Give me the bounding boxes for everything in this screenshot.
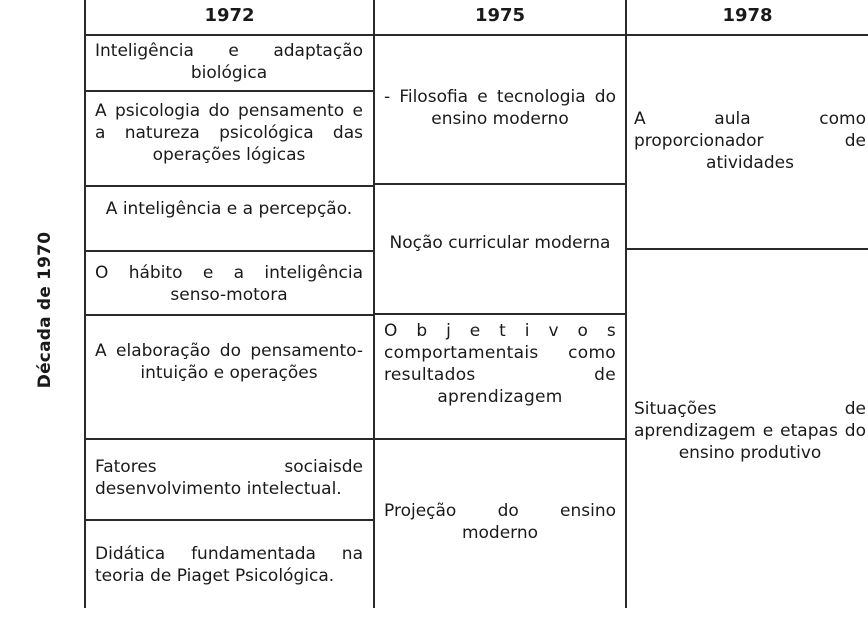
cell-1972-4: O hábito e a inteligência senso-motora: [95, 263, 363, 305]
cell-1975-4: Projeção do ensino moderno: [384, 501, 616, 543]
cell-1978-2: Situações de aprendizagem e etapas do ensino produtivo: [634, 399, 866, 463]
cell-1972-2: A psicologia do pensamento e a natureza psicológica das operações lógicas: [95, 101, 363, 165]
cell-1975-3: O b j e t i v o s comportamentais como resultados de aprendizagem: [384, 321, 616, 407]
rule-1975-b: [373, 313, 626, 315]
cell-1972-5: A elaboração do pensamento- intuição e operações: [95, 341, 363, 383]
cell-1975-1: - Filosofia e tecnologia do ensino moderno: [384, 87, 616, 129]
header-bottom-rule: [84, 34, 868, 36]
rule-1975-c: [373, 438, 626, 440]
decade-label-text: Década de 1970: [35, 231, 56, 389]
cell-1978-1: A aula como proporcionador de atividades: [634, 109, 866, 173]
cell-1975-2: Noção curricular moderna: [389, 233, 611, 253]
cell-1972-7: Didática fundamentada na teoria de Piaget Psicológica.: [95, 544, 363, 586]
rule-1972-c: [84, 250, 374, 252]
cell-1972-6: Fatores sociaisde desenvolvimento intelectual.: [95, 457, 363, 499]
cell-1972-3: A inteligência e a percepção.: [105, 199, 353, 219]
rule-1972-b: [84, 185, 374, 187]
column-divider-2: [625, 0, 627, 608]
rule-1975-a: [373, 183, 626, 185]
cell-1972-1: Inteligência e adaptação biológica: [95, 41, 363, 83]
rule-1972-e: [84, 438, 374, 440]
header-1978: 1978: [722, 5, 773, 26]
rule-1972-d: [84, 314, 374, 316]
rule-1972-a: [84, 90, 374, 92]
header-1975: 1975: [474, 5, 526, 26]
rule-1972-f: [84, 519, 374, 521]
rule-1978-a: [625, 248, 868, 250]
header-1972: 1972: [204, 5, 255, 26]
